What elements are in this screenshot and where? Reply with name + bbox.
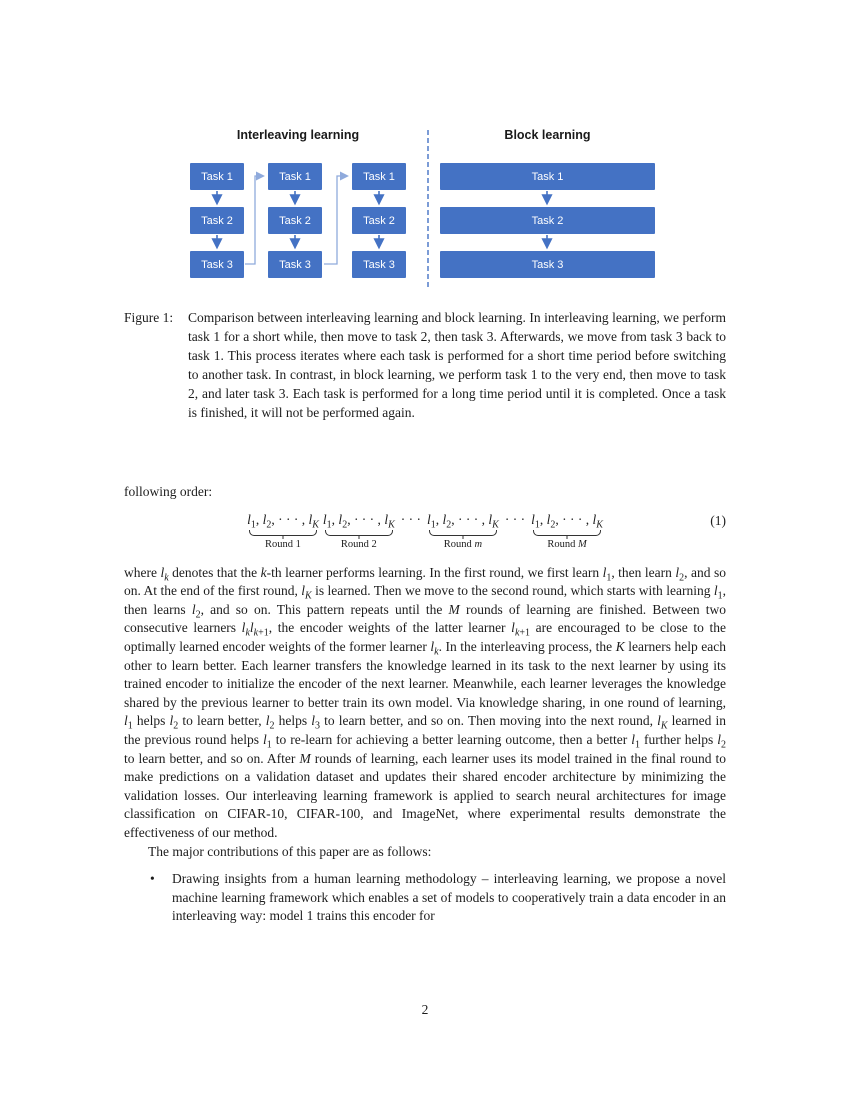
- intro-line: following order:: [124, 484, 213, 499]
- underbrace: [325, 530, 393, 536]
- equation-expression: $l_1$, $l_2$, · · · , $l_K$: [531, 511, 603, 531]
- underbrace: [429, 530, 497, 536]
- block-task-bar: Task 3: [440, 251, 655, 278]
- body-text: [124, 483, 726, 926]
- block-task-bar: Task 2: [440, 207, 655, 234]
- contributions-intro: The major contributions of this paper are as follows:: [148, 843, 432, 859]
- task-box: Task 2: [268, 207, 322, 234]
- underbrace: [249, 530, 317, 536]
- equation-round-group: [427, 511, 499, 551]
- equation-ellipsis: · · ·: [400, 511, 421, 527]
- main-paragraph: where $l_k$ denotes that the k-th learner performs learning. In the first round, we first learn $l_1$, then learn $l_2$, and so on. At the end of the first round, $l_K$ is learned. Then we move to the second round, which starts with learning $l_1$, then learns $l_2$, and so on. This pattern repeats until the M rounds of learning are finished. Between two consecutive learners $l_kl_{k+1}$, the encoder weights of the latter learner $l_{k+1}$ are encouraged to be close to the optimally learned encoder weights of the former learner $l_k$. In the interleaving process, the K learners help each other to learn better. Each learner transfers the knowledge learned in its task to the next learner by using its trained encoder to initialize the encoder of the next learner. Meanwhile, each learner leverages the knowledge shared by the previous learner to better train its own model. Via knowledge sharing, in one round of learning, $l_1$ helps $l_2$ to learn better, $l_2$ helps $l_3$ to learn better, and so on. Then moving into the next round, $l_K$ learned in the previous round helps $l_1$ to re-learn for achieving a better learning outcome, then a better $l_1$ further helps $l_2$ to learn better, and so on. After M rounds of learning, each learner uses its model trained in the final round to make predictions on a validation dataset and updates their shared encoder architecture by minimizing the validation losses. Our interleaving learning framework is applied to search neural architectures for image classification on CIFAR-10, CIFAR-100, and ImageNet, where experimental results demonstrate the effectiveness of our method.: [124, 564, 727, 840]
- figure-caption-text: Comparison between interleaving learning and block learning. In interleaving learning, we perform task 1 for a short while, then move to task 2, then task 3. Afterwards, we move from task 3 back to task 1. This process iterates where each task is performed for a short time period before switching to another task. In contrast, in block learning, we perform task 1 to the very end, then move to task 2, and later task 3. Each task is performed for a long time period until it is completed. Once a task is finished, it will not be performed again.: [188, 310, 726, 420]
- equation-expression: $l_1$, $l_2$, · · · , $l_K$: [322, 511, 395, 531]
- elbow-connector-1: [245, 176, 263, 264]
- equation-expression: $l_1$, $l_2$, · · · , $l_K$: [427, 511, 499, 531]
- equation-number: (1): [710, 512, 726, 528]
- underbrace-label: Round M: [547, 538, 587, 550]
- block-learning-title: Block learning: [504, 128, 591, 142]
- task-box: Task 1: [352, 163, 406, 190]
- contribution-bullet-text: Drawing insights from a human learning methodology – interleaving learning, we propose a novel machine learning framework which enables a set of models to cooperatively train a data encoder in an interleaving way: model 1 trains this encoder for: [172, 871, 726, 924]
- task-box: Task 2: [190, 207, 244, 234]
- equation-round-group: [531, 511, 603, 551]
- underbrace-label: Round 1: [265, 538, 301, 550]
- equation-ellipsis: · · ·: [504, 511, 526, 527]
- elbow-connector-2: [324, 176, 347, 264]
- equation-expression: $l_1$, $l_2$, · · · , $l_K$: [247, 511, 319, 531]
- underbrace: [533, 530, 601, 536]
- figure-caption: [124, 308, 726, 422]
- underbrace-label: Round 2: [340, 538, 377, 550]
- equation-round-group: [247, 511, 319, 551]
- figure-1: [124, 128, 726, 293]
- figure-caption-label: Figure 1:: [124, 310, 174, 325]
- task-box: Task 3: [352, 251, 406, 278]
- block-task-bar: Task 1: [440, 163, 655, 190]
- underbrace-label: Round m: [443, 538, 483, 550]
- task-box: Task 1: [190, 163, 244, 190]
- task-box: Task 1: [268, 163, 322, 190]
- task-box: Task 3: [268, 251, 322, 278]
- contribution-bullet-item: [124, 870, 726, 926]
- equation-round-group: [323, 511, 395, 551]
- page-number: 2: [421, 1002, 429, 1017]
- equation-1: [124, 511, 726, 551]
- interleaving-learning-title: Interleaving learning: [236, 128, 360, 142]
- task-box: Task 3: [190, 251, 244, 278]
- equation-sequence: [245, 511, 605, 551]
- task-box: Task 2: [352, 207, 406, 234]
- bullet-icon: •: [150, 871, 155, 887]
